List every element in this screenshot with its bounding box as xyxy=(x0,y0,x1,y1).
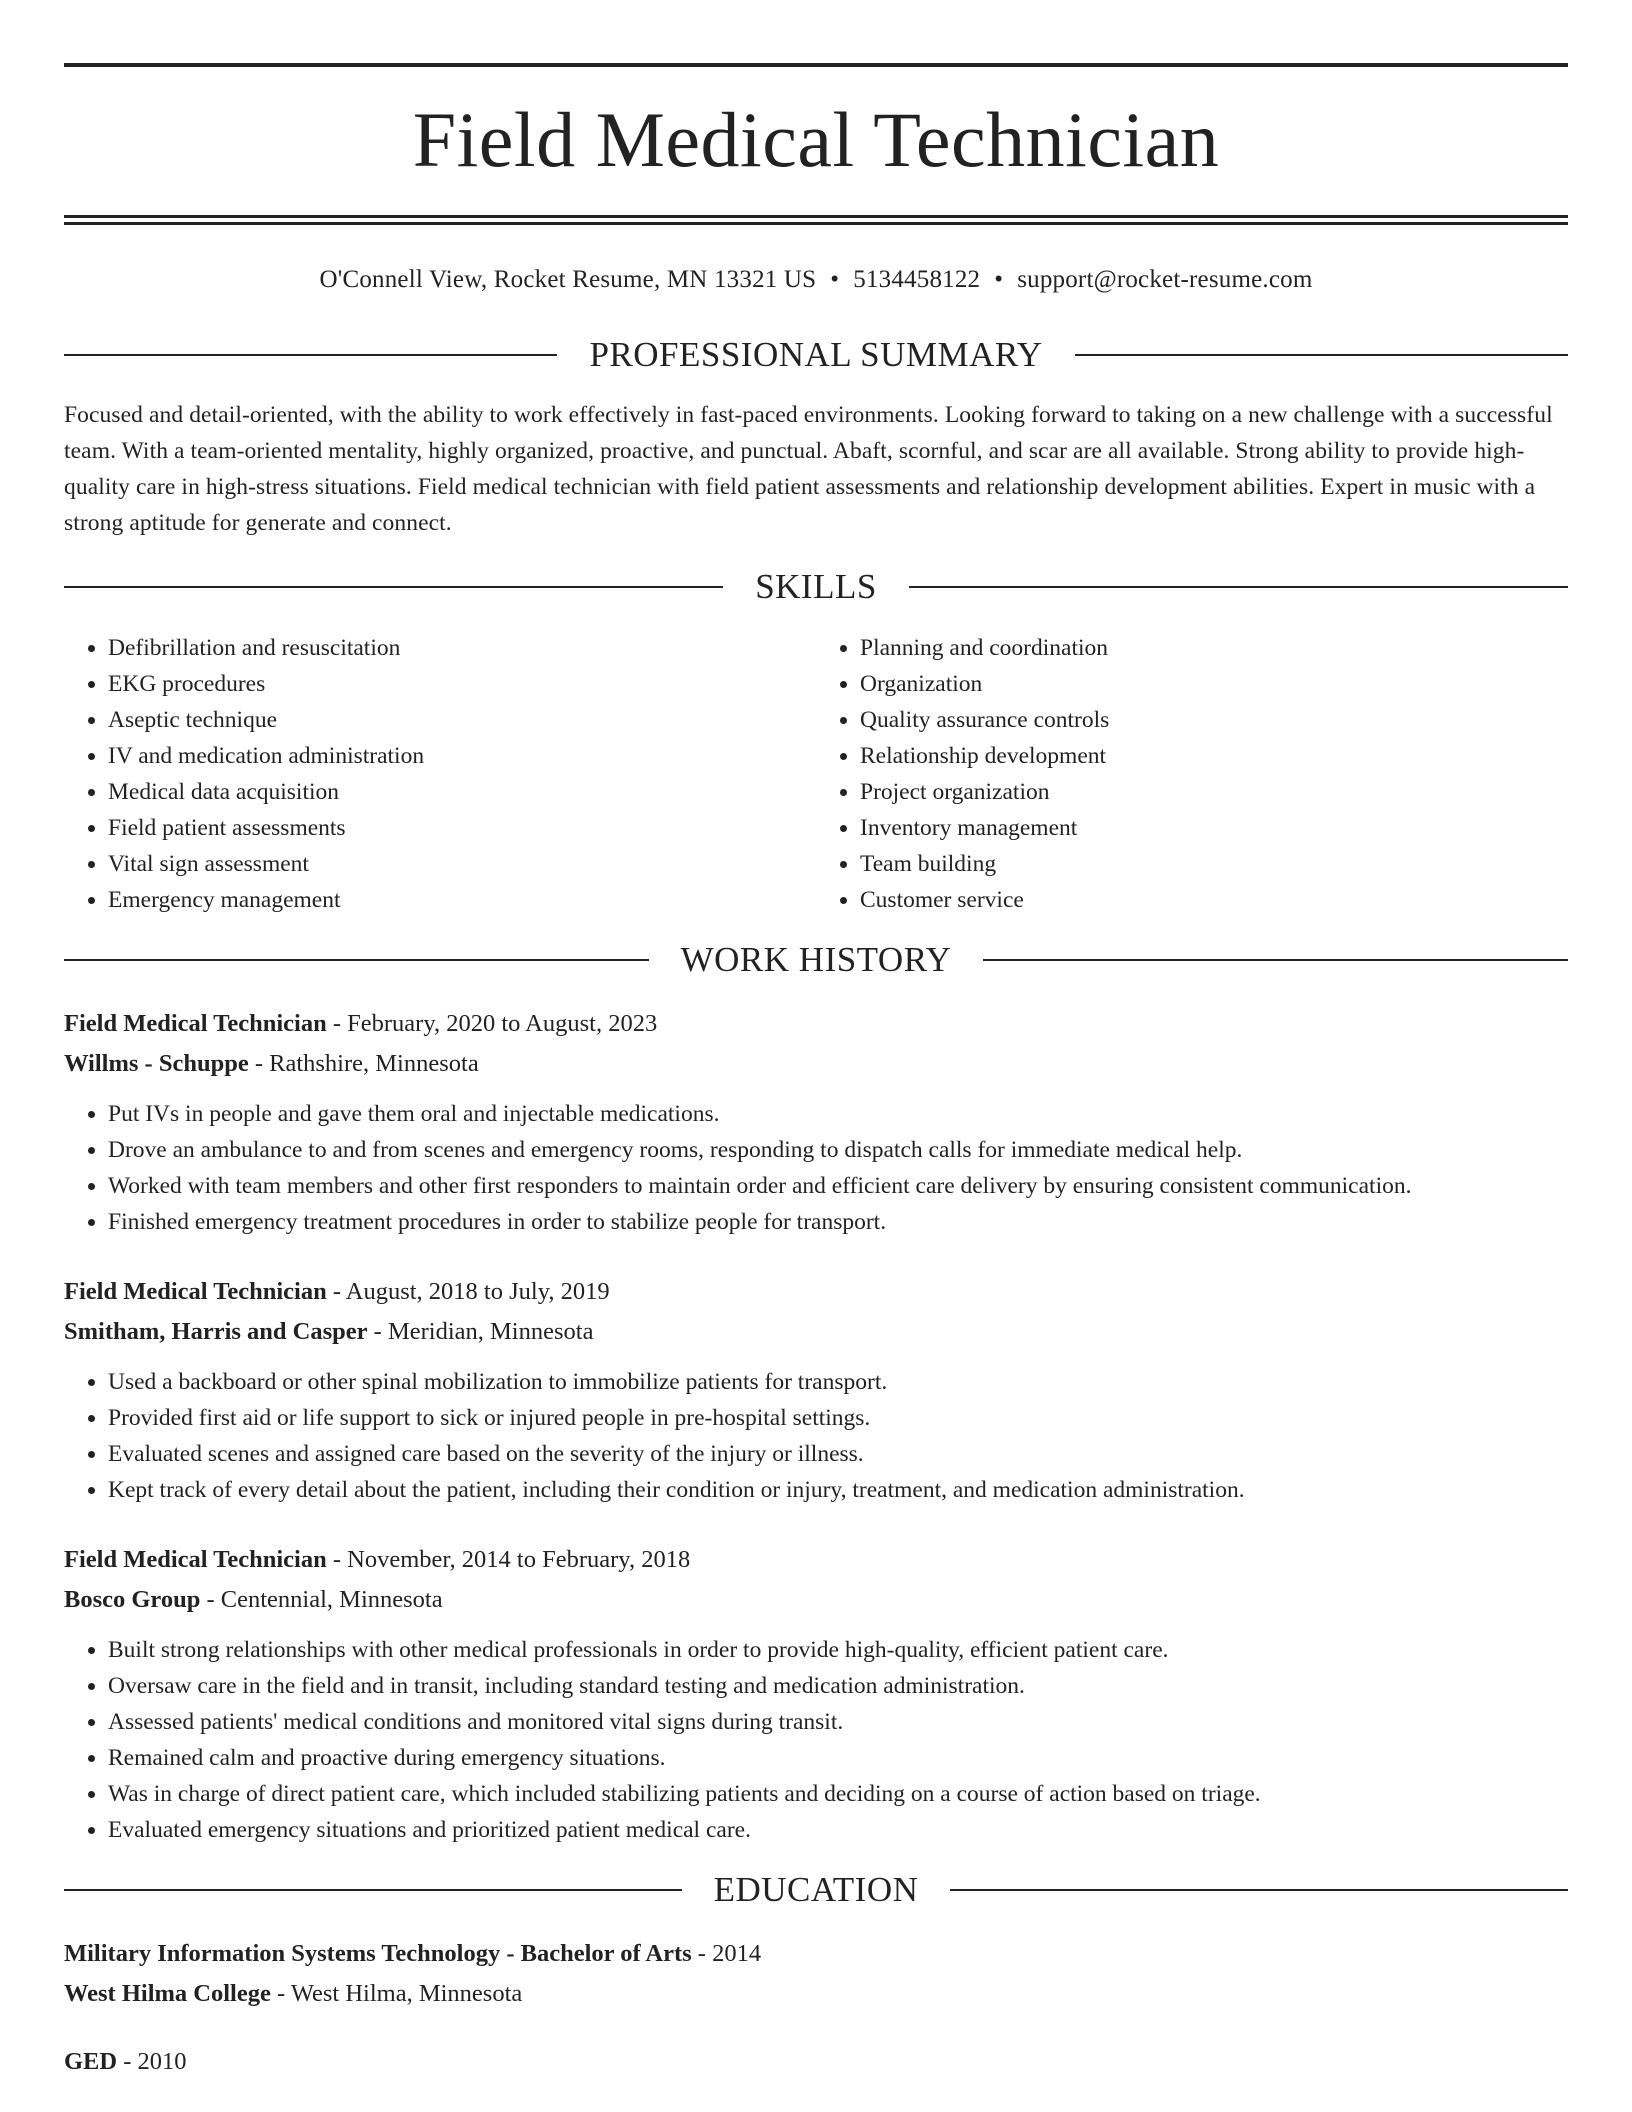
education-location: - West Hilma, Minnesota xyxy=(270,1980,523,2007)
skill-item: • EKG procedures xyxy=(108,666,816,702)
contact-separator: • xyxy=(830,266,840,293)
job-bullet: • Put IVs in people and gave them oral and injectable medications. xyxy=(108,1096,1568,1132)
section-header-summary xyxy=(64,335,1568,375)
job-bullet: • Worked with team members and other first responders to maintain order and efficient care delivery by ensuring consistent communication. xyxy=(108,1168,1568,1204)
job-company-line xyxy=(64,1312,1568,1352)
job-company: Bosco Group xyxy=(64,1586,201,1613)
section-header-work xyxy=(64,940,1568,980)
job-dates: - August, 2018 to July, 2019 xyxy=(326,1278,610,1305)
section-title: WORK HISTORY xyxy=(680,940,952,979)
job-title: Field Medical Technician xyxy=(64,1546,327,1573)
job-location: - Meridian, Minnesota xyxy=(367,1318,594,1345)
job-bullets xyxy=(64,1364,1568,1508)
job-dates: - February, 2020 to August, 2023 xyxy=(326,1010,658,1037)
job-company: Willms - Schuppe xyxy=(64,1050,249,1077)
job-bullet: • Assessed patients' medical conditions and monitored vital signs during transit. xyxy=(108,1704,1568,1740)
skill-item: • Organization xyxy=(860,666,1568,702)
job-bullet: • Provided first aid or life support to sick or injured people in pre-hospital settings. xyxy=(108,1400,1568,1436)
section-title: PROFESSIONAL SUMMARY xyxy=(589,335,1043,374)
skills-column-left xyxy=(64,630,816,918)
job-title-line xyxy=(64,1540,1568,1580)
job-company: Smitham, Harris and Casper xyxy=(64,1318,368,1345)
job-bullet: • Was in charge of direct patient care, which included stabilizing patients and deciding on a course of action based on triage. xyxy=(108,1776,1568,1812)
job-location: - Rathshire, Minnesota xyxy=(248,1050,479,1077)
job-bullet: • Finished emergency treatment procedures in order to stabilize people for transport. xyxy=(108,1204,1568,1240)
skill-item: • Inventory management xyxy=(860,810,1568,846)
education-school: West Hilma College xyxy=(64,1980,271,2007)
job-dates: - November, 2014 to February, 2018 xyxy=(326,1546,691,1573)
job-entry xyxy=(64,1272,1568,1508)
education-year: - 2010 xyxy=(117,2048,187,2075)
title-double-rule xyxy=(64,215,1568,225)
skill-item: • Vital sign assessment xyxy=(108,846,816,882)
page-title: Field Medical Technician xyxy=(412,96,1220,183)
education-entry xyxy=(64,1934,1568,2014)
section-header-education xyxy=(64,1870,1568,1910)
education-degree-line xyxy=(64,1934,1568,1974)
contact-phone: 5134458122 xyxy=(853,266,981,293)
section-rule xyxy=(64,959,649,961)
job-title: Field Medical Technician xyxy=(64,1278,327,1305)
skill-item: • Team building xyxy=(860,846,1568,882)
skill-item: • IV and medication administration xyxy=(108,738,816,774)
job-title-line xyxy=(64,1004,1568,1044)
contact-line xyxy=(64,263,1568,297)
section-rule xyxy=(983,959,1568,961)
section-rule xyxy=(1075,354,1568,356)
skill-item: • Aseptic technique xyxy=(108,702,816,738)
skill-item: • Emergency management xyxy=(108,882,816,918)
section-rule xyxy=(64,586,723,588)
job-bullets xyxy=(64,1096,1568,1240)
skills-column-right xyxy=(816,630,1568,918)
job-bullet: • Drove an ambulance to and from scenes and emergency rooms, responding to dispatch calls for immediate medical help. xyxy=(108,1132,1568,1168)
education-degree: GED xyxy=(64,2048,118,2075)
job-entry xyxy=(64,1004,1568,1240)
job-location: - Centennial, Minnesota xyxy=(200,1586,443,1613)
job-bullet: • Evaluated scenes and assigned care based on the severity of the injury or illness. xyxy=(108,1436,1568,1472)
job-company-line xyxy=(64,1044,1568,1084)
skill-item: • Relationship development xyxy=(860,738,1568,774)
job-bullet: • Evaluated emergency situations and prioritized patient medical care. xyxy=(108,1812,1568,1848)
education-year: - 2014 xyxy=(691,1940,762,1967)
job-company-line xyxy=(64,1580,1568,1620)
contact-address: O'Connell View, Rocket Resume, MN 13321 US xyxy=(319,266,817,293)
education-degree-line xyxy=(64,2042,1568,2082)
contact-separator: • xyxy=(994,266,1004,293)
skill-item: • Project organization xyxy=(860,774,1568,810)
job-title: Field Medical Technician xyxy=(64,1010,327,1037)
section-rule xyxy=(909,586,1568,588)
section-rule xyxy=(64,1889,682,1891)
section-header-skills xyxy=(64,567,1568,607)
skill-item: • Quality assurance controls xyxy=(860,702,1568,738)
job-title-line xyxy=(64,1272,1568,1312)
section-title: SKILLS xyxy=(755,567,877,606)
section-rule xyxy=(64,354,557,356)
job-bullet: • Remained calm and proactive during emergency situations. xyxy=(108,1740,1568,1776)
job-bullet: • Used a backboard or other spinal mobilization to immobilize patients for transport. xyxy=(108,1364,1568,1400)
job-bullets xyxy=(64,1632,1568,1848)
section-title: EDUCATION xyxy=(713,1870,919,1909)
skill-item: • Medical data acquisition xyxy=(108,774,816,810)
job-entry xyxy=(64,1540,1568,1848)
skill-item: • Field patient assessments xyxy=(108,810,816,846)
education-entry xyxy=(64,2042,1568,2082)
section-rule xyxy=(950,1889,1568,1891)
education-school-line xyxy=(64,1974,1568,2014)
skill-item: • Planning and coordination xyxy=(860,630,1568,666)
education-degree: Military Information Systems Technology - Bachelor of Arts xyxy=(64,1940,692,1967)
skill-item: • Customer service xyxy=(860,882,1568,918)
contact-email: support@rocket-resume.com xyxy=(1017,266,1313,293)
skills-list xyxy=(64,630,1568,918)
job-bullet: • Kept track of every detail about the patient, including their condition or injury, treatment, and medication administration. xyxy=(108,1472,1568,1508)
skill-item: • Defibrillation and resuscitation xyxy=(108,630,816,666)
summary-text: Focused and detail-oriented, with the ability to work effectively in fast-paced environments. Looking forward to taking on a new challenge with a successful team. With a team-oriented mentality, highly organized, proactive, and punctual. Abaft, scornful, and scar are all available. Strong ability to provide high-quality care in high-stress situations. Field medical technician with field patient assessments and relationship development abilities. Expert in music with a strong aptitude for generate and connect. xyxy=(64,402,1553,536)
job-bullet: • Oversaw care in the field and in transit, including standard testing and medication administration. xyxy=(108,1668,1568,1704)
job-bullet: • Built strong relationships with other medical professionals in order to provide high-quality, efficient patient care. xyxy=(108,1632,1568,1668)
